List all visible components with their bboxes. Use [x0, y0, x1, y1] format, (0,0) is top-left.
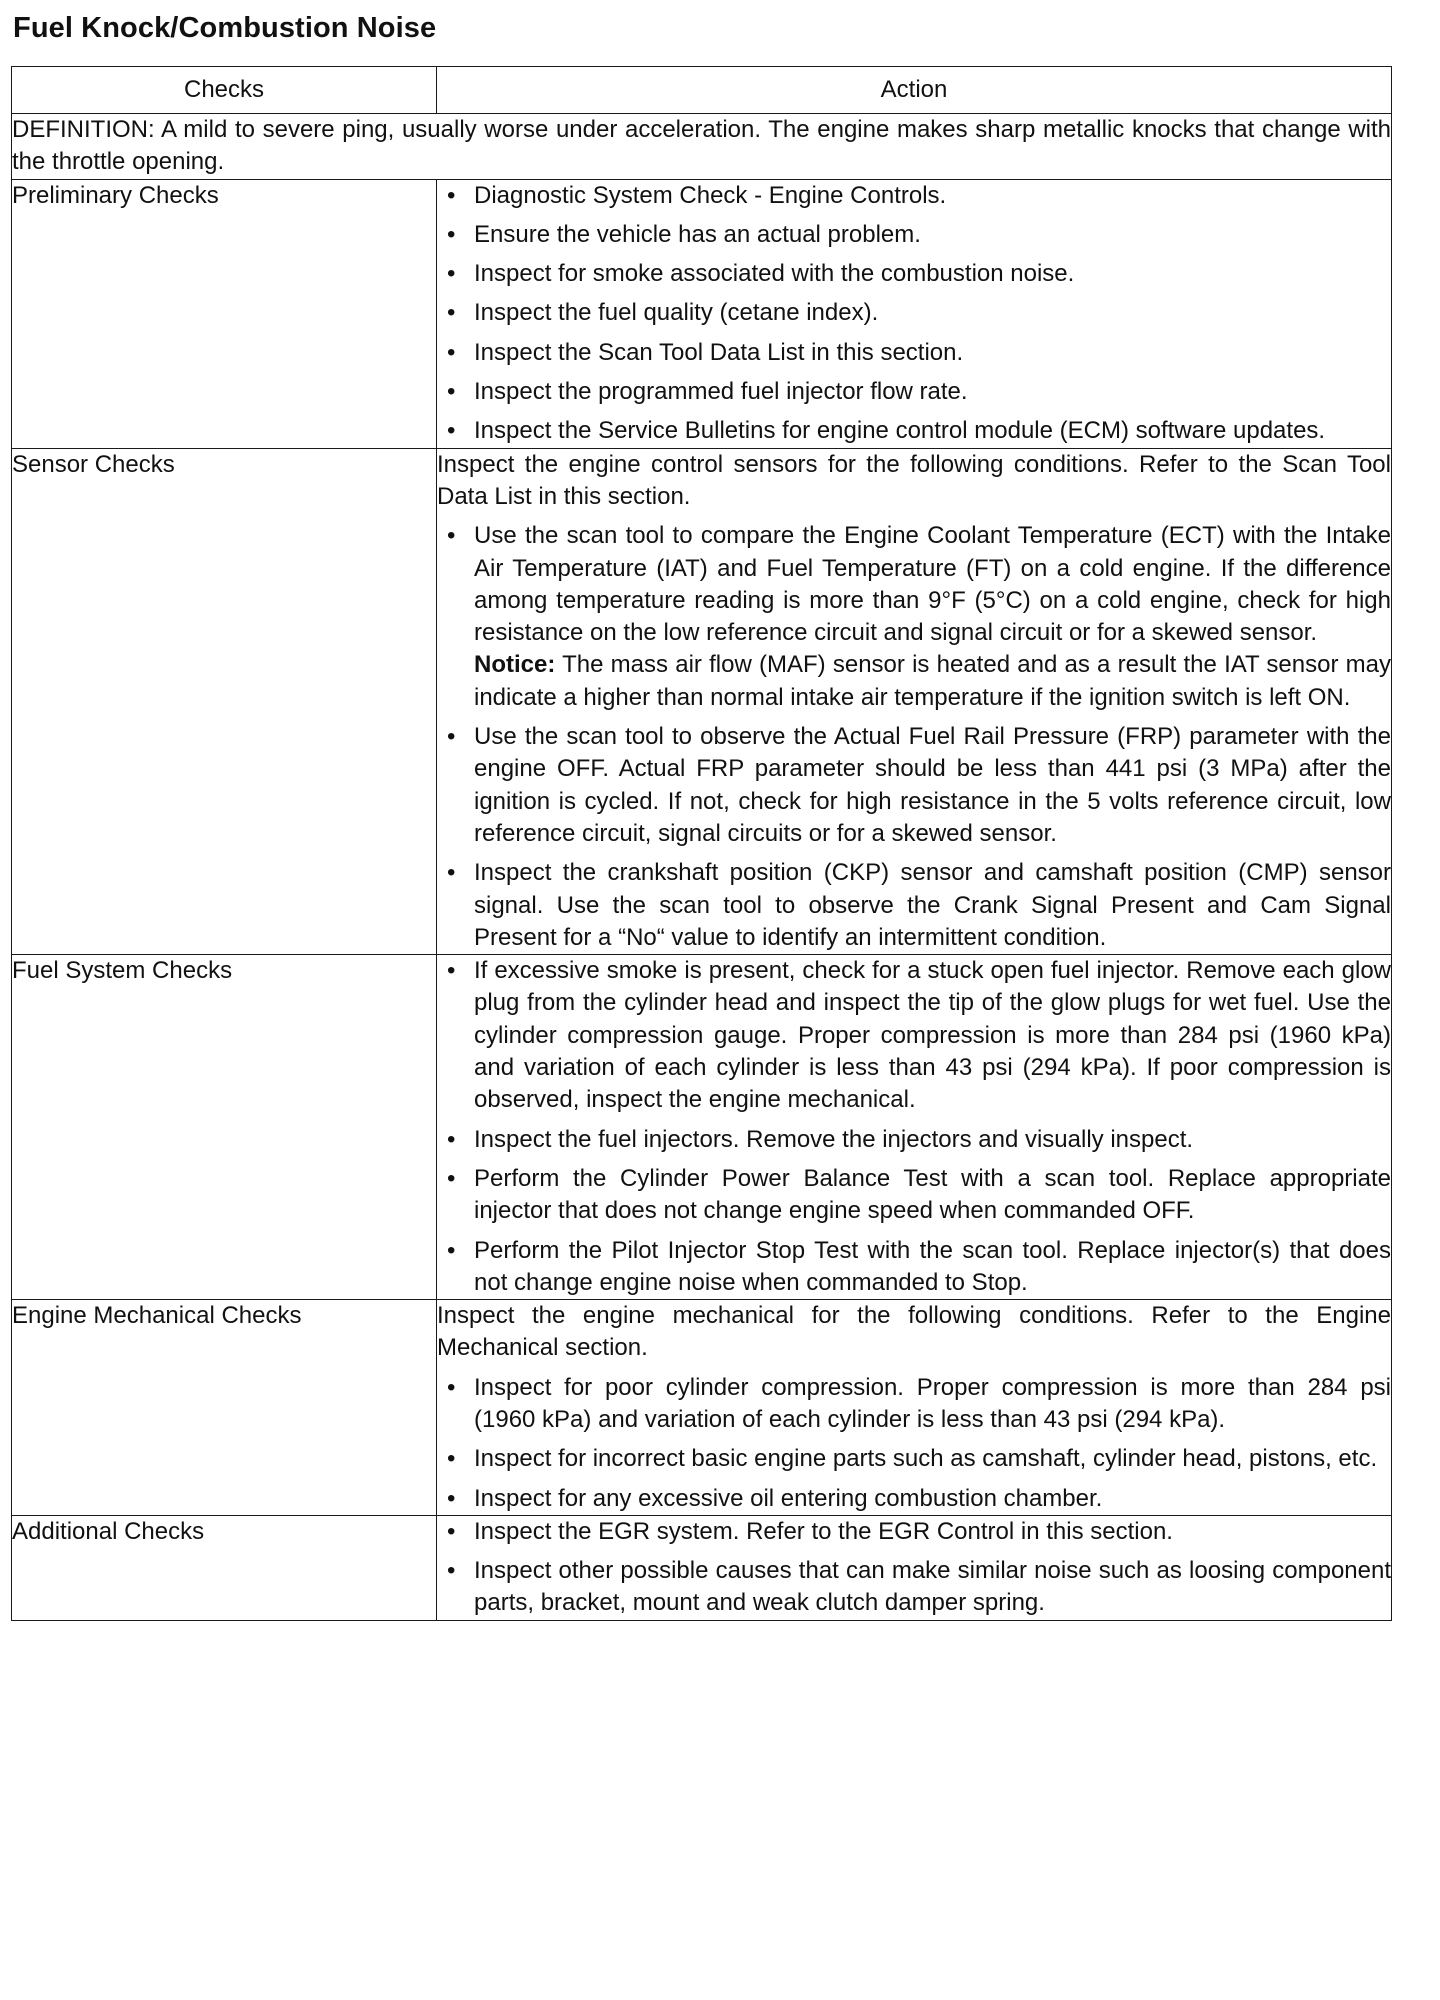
action-list: [437, 520, 1391, 954]
bullet-icon: •: [447, 181, 456, 209]
action-list: [437, 180, 1391, 448]
action-list-item: [437, 297, 1391, 329]
bullet-icon: •: [447, 378, 456, 406]
action-list-item: [437, 857, 1391, 954]
check-name-cell: Additional Checks: [12, 1515, 437, 1620]
bullet-icon: •: [447, 1557, 456, 1585]
action-item-text: Ensure the vehicle has an actual problem.: [474, 220, 921, 248]
table-row-sensor-checks: [12, 448, 1392, 954]
action-list-item: [437, 415, 1391, 447]
action-item-text: Inspect the fuel quality (cetane index).: [474, 299, 879, 327]
bullet-icon: •: [447, 1373, 456, 1401]
action-cell: [437, 179, 1392, 448]
notice-label: Notice:: [474, 651, 556, 679]
table-row-additional-checks: [12, 1515, 1392, 1620]
action-intro: Inspect the engine mechanical for the following conditions. Refer to the Engine Mechanical section.: [437, 1302, 1391, 1362]
action-item-text: Inspect for poor cylinder compression. Proper compression is more than 284 psi (1960 kPa) and variation of each cylinder is less than 43 psi (294 kPa).: [474, 1373, 1391, 1433]
table-header-row: [12, 67, 1392, 114]
action-list: [437, 955, 1391, 1299]
action-item-text: Inspect the EGR system. Refer to the EGR Control in this section.: [474, 1517, 1173, 1545]
bullet-icon: •: [447, 299, 456, 327]
action-item-text: Inspect the Service Bulletins for engine control module (ECM) software updates.: [474, 417, 1326, 445]
notice-text: The mass air flow (MAF) sensor is heated and as a result the IAT sensor may indicate a higher than normal intake air temperature if the ignition switch is left ON.: [474, 651, 1391, 711]
table-row-preliminary-checks: [12, 179, 1392, 448]
bullet-icon: •: [447, 859, 456, 887]
definition-row: [12, 114, 1392, 180]
check-name-cell: Sensor Checks: [12, 448, 437, 954]
bullet-icon: •: [447, 1484, 456, 1512]
action-item-text: Inspect the crankshaft position (CKP) sensor and camshaft position (CMP) sensor signal. Use the scan tool to observe the Crank Signal Present and Cam Signal Present for a “No“ value to identify an intermittent condition.: [474, 859, 1391, 951]
column-header-action: Action: [437, 67, 1392, 114]
bullet-icon: •: [447, 1236, 456, 1264]
bullet-icon: •: [447, 417, 456, 445]
bullet-icon: •: [447, 338, 456, 366]
bullet-icon: •: [447, 220, 456, 248]
action-list-item: [437, 376, 1391, 408]
bullet-icon: •: [447, 1164, 456, 1192]
action-list-item: [437, 1516, 1391, 1548]
action-item-text: Inspect other possible causes that can make similar noise such as loosing component parts, bracket, mount and weak clutch damper spring.: [474, 1557, 1391, 1617]
action-list-item: [437, 1443, 1391, 1475]
action-list-item: [437, 1124, 1391, 1156]
check-name-cell: Fuel System Checks: [12, 955, 437, 1300]
bullet-icon: •: [447, 1445, 456, 1473]
action-item-text: Diagnostic System Check - Engine Controls.: [474, 181, 947, 209]
bullet-icon: •: [447, 260, 456, 288]
action-cell: [437, 1515, 1392, 1620]
action-cell: [437, 448, 1392, 954]
action-item-text: Use the scan tool to observe the Actual Fuel Rail Pressure (FRP) parameter with the engine OFF. Actual FRP parameter should be less than 441 psi (3 MPa) after the ignition is cycled. If not, check for high resistance in the 5 volts reference circuit, low reference circuit, signal circuits or for a skewed sensor.: [474, 723, 1391, 847]
action-list-item: [437, 520, 1391, 714]
bullet-icon: •: [447, 522, 456, 550]
action-list-item: [437, 180, 1391, 212]
action-item-text: Inspect the Scan Tool Data List in this section.: [474, 338, 964, 366]
table-body: [12, 114, 1392, 1621]
action-cell: [437, 1300, 1392, 1516]
action-list-item: [437, 258, 1391, 290]
action-list-item: [437, 219, 1391, 251]
table-row-fuel-system-checks: [12, 955, 1392, 1300]
action-item-text: If excessive smoke is present, check for a stuck open fuel injector. Remove each glow plug from the cylinder head and inspect the tip of the glow plugs for wet fuel. Use the cylinder compression gauge. Proper compression is more than 284 psi (1960 kPa) and variation of each cylinder is less than 43 psi (294 kPa). If poor compression is observed, inspect the engine mechanical.: [474, 957, 1391, 1114]
action-item-text: Use the scan tool to compare the Engine Coolant Temperature (ECT) with the Intake Air Temperature (IAT) and Fuel Temperature (FT) on a cold engine. If the difference among temperature reading is more than 9°F (5°C) on a cold engine, check for high resistance on the low reference circuit and signal circuit or for a skewed sensor.: [474, 522, 1391, 647]
table-row-engine-mechanical-checks: [12, 1300, 1392, 1516]
action-item-text: Inspect the fuel injectors. Remove the injectors and visually inspect.: [474, 1125, 1194, 1153]
check-name-cell: Engine Mechanical Checks: [12, 1300, 437, 1516]
action-intro: Inspect the engine control sensors for the following conditions. Refer to the Scan Tool Data List in this section.: [437, 450, 1391, 510]
action-list-item: [437, 337, 1391, 369]
page-title: Fuel Knock/Combustion Noise: [13, 12, 437, 44]
action-item-text: Inspect for incorrect basic engine parts such as camshaft, cylinder head, pistons, etc.: [474, 1445, 1378, 1473]
action-cell: [437, 955, 1392, 1300]
diagnostic-table: [11, 66, 1392, 1621]
definition-text: DEFINITION: A mild to severe ping, usually worse under acceleration. The engine makes sharp metallic knocks that change with the throttle opening.: [12, 114, 1392, 180]
action-list-item: [437, 1235, 1391, 1300]
bullet-icon: •: [447, 1517, 456, 1545]
column-header-checks: Checks: [12, 67, 437, 114]
action-item-text: Perform the Pilot Injector Stop Test with the scan tool. Replace injector(s) that does not change engine noise when commanded to Stop.: [474, 1236, 1391, 1296]
check-name-cell: Preliminary Checks: [12, 179, 437, 448]
action-list-item: [437, 1483, 1391, 1515]
action-item-text: Perform the Cylinder Power Balance Test with a scan tool. Replace appropriate injector that does not change engine speed when commanded OFF.: [474, 1164, 1391, 1225]
action-list: [437, 1372, 1391, 1515]
action-list-item: [437, 1555, 1391, 1620]
action-item-text: Inspect for smoke associated with the combustion noise.: [474, 260, 1075, 288]
action-list-item: [437, 721, 1391, 850]
action-list-item: [437, 955, 1391, 1116]
bullet-icon: •: [447, 957, 456, 985]
bullet-icon: •: [447, 723, 456, 751]
action-item-text: Inspect for any excessive oil entering combustion chamber.: [474, 1484, 1103, 1512]
action-list: [437, 1516, 1391, 1620]
action-item-text: Inspect the programmed fuel injector flow rate.: [474, 378, 968, 406]
action-list-item: [437, 1372, 1391, 1437]
action-list-item: [437, 1163, 1391, 1228]
bullet-icon: •: [447, 1125, 456, 1153]
